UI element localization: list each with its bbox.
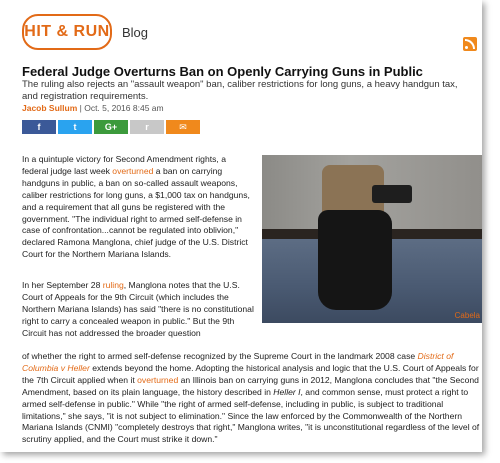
- overturned-link-1[interactable]: overturned: [112, 165, 154, 176]
- p2-text-f: , and common sense, must protect a right to armed self-defense in public." While "the right of armed self-defense, including in public, is subject to traditional limitations," she says, "it is not subject to elimination." Since the law enforced by the Commonwealth of the Northern Mariana Islands (CNMI) "completely destroys that right," Manglona writes, "it is unconstitutional regardless of the level of scrutiny applied, and the Court must strike it down.": [22, 386, 480, 445]
- rss-icon[interactable]: [463, 37, 477, 51]
- heller-case-link[interactable]: District of Columbia v Heller: [22, 351, 454, 373]
- hit-and-run-logo[interactable]: HIT & RUN: [22, 14, 112, 50]
- site-brand[interactable]: [22, 14, 148, 50]
- reddit-share-button[interactable]: r: [130, 120, 164, 134]
- p1-text-a: In a quintuple victory for Second Amendment rights, a federal judge last week: [22, 154, 226, 176]
- author-link[interactable]: Jacob Sullum: [22, 103, 78, 113]
- byline: [22, 103, 164, 113]
- p2-text-d: extends beyond the home. Adopting the historical analysis and logic that the U.S. Court of Appeals for the 7th Circuit applied when it: [22, 362, 479, 385]
- facebook-share-button[interactable]: f: [22, 120, 56, 134]
- photo-gun-slide: [372, 185, 412, 203]
- overturned-link-2[interactable]: overturned: [137, 374, 179, 385]
- blog-label: Blog: [122, 24, 149, 40]
- share-bar: [22, 120, 200, 134]
- email-share-button[interactable]: ✉: [166, 120, 200, 134]
- paragraph-2-bottom: [22, 351, 480, 446]
- photo-credit: Cabela: [454, 311, 480, 320]
- article-photo: [262, 155, 482, 323]
- heller-i-emphasis: Heller I: [273, 386, 301, 397]
- publish-date: | Oct. 5, 2016 8:45 am: [79, 103, 164, 113]
- photo-holster: [318, 210, 392, 310]
- google-plus-share-button[interactable]: G+: [94, 120, 128, 134]
- twitter-share-button[interactable]: t: [58, 120, 92, 134]
- p2-text-b: , Manglona notes that the U.S. Court of Appeals for the 9th Circuit (which includes the Northern Mariana Islands) has said "there is no constitutional right to carry a concealed weapon in public." But the 9th Circuit has not addressed the broader question: [22, 280, 254, 338]
- p2-text-e: an Illinois ban on carrying guns in 2012, Manglona concludes that "the Second Amendment, based on its plain language, the history described in: [22, 374, 479, 397]
- p1-text-b: a ban on carrying handguns in public, a ban on so-called assault weapons, caliber restrictions for long guns, a $1,000 tax on handguns, and a requirement that all guns be registered with the government. "The individual right to armed self-defense in case of confrontation...cannot be regulated into oblivion," declared Ramona Manglona, chief judge of the U.S. District Court for the Northern Mariana Islands.: [22, 165, 250, 260]
- ruling-link[interactable]: ruling: [102, 280, 124, 290]
- paragraph-2-top: [22, 280, 254, 340]
- article-deck: The ruling also rejects an "assault weapon" ban, caliber restrictions for long guns, a heavy handgun tax, and registration requirements.: [22, 79, 458, 102]
- paragraph-1: [22, 154, 254, 261]
- p2-text-c: of whether the right to armed self-defense recognized by the Supreme Court in the landmark 2008 case: [22, 351, 418, 361]
- p2-text-a: In her September 28: [22, 280, 103, 290]
- article-headline: Federal Judge Overturns Ban on Openly Carrying Guns in Public: [22, 64, 423, 79]
